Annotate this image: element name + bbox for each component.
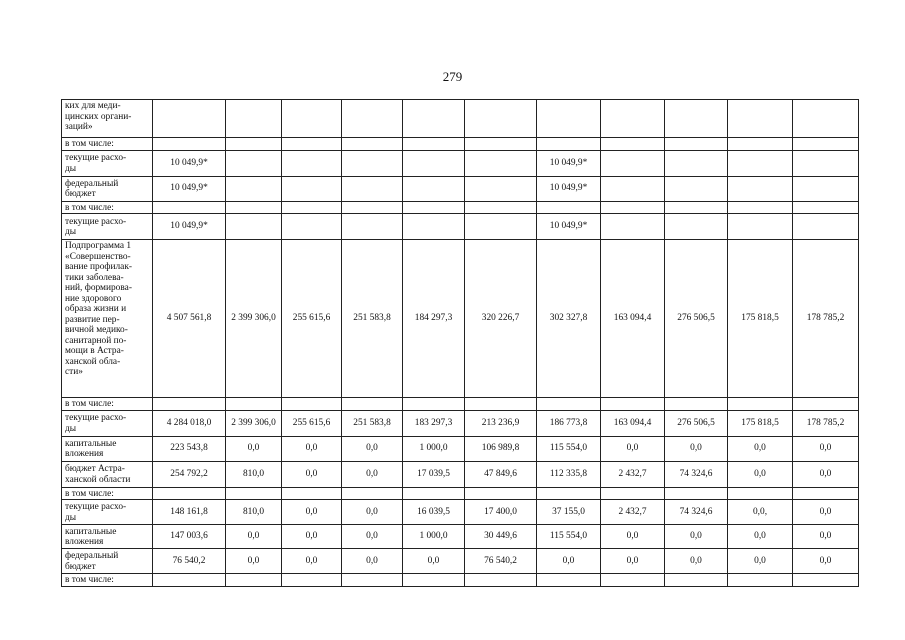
row-label-line: капитальные	[65, 438, 117, 449]
table-cell: 148 161,8	[153, 500, 226, 525]
table-cell: 251 583,8	[342, 410, 403, 436]
table-row	[62, 525, 859, 549]
table-cell	[226, 201, 282, 214]
table-cell: 163 094,4	[601, 240, 665, 398]
table-cell: 0,0	[601, 549, 665, 574]
row-label-line: текущие расхо-	[65, 216, 127, 227]
table-cell: 0,0	[793, 525, 859, 549]
table-cell	[728, 138, 793, 151]
table-body	[62, 100, 859, 587]
table-cell	[465, 138, 537, 151]
table-cell: 10 049,9*	[537, 176, 601, 201]
table-cell: 0,0	[282, 500, 342, 525]
row-label	[62, 549, 153, 574]
table-cell	[342, 100, 403, 138]
table-cell	[465, 487, 537, 500]
table-cell: 276 506,5	[665, 240, 728, 398]
budget-table	[61, 99, 859, 587]
row-label	[62, 240, 153, 398]
row-label	[62, 398, 153, 411]
table-row	[62, 240, 859, 398]
row-label	[62, 201, 153, 214]
row-label-line: ды	[65, 512, 77, 523]
row-label	[62, 500, 153, 525]
table-cell	[282, 150, 342, 176]
table-cell	[465, 150, 537, 176]
row-label-line: ханской обла-	[65, 356, 121, 367]
table-cell: 255 615,6	[282, 240, 342, 398]
table-cell	[601, 201, 665, 214]
table-row	[62, 410, 859, 436]
table-cell	[342, 574, 403, 587]
table-row	[62, 214, 859, 240]
row-label-line: бюджет Астра-	[65, 464, 125, 474]
table-cell: 0,0	[537, 549, 601, 574]
row-label-line: федеральный	[65, 178, 119, 189]
table-cell: 183 297,3	[403, 410, 465, 436]
table-cell: 0,0	[282, 461, 342, 487]
table-cell	[282, 100, 342, 138]
table-cell: 0,0	[403, 549, 465, 574]
row-label-line: в том числе:	[65, 575, 114, 585]
row-label-line: развитие пер-	[65, 314, 120, 325]
table-cell: 106 989,8	[465, 436, 537, 461]
table-cell	[665, 398, 728, 411]
table-cell	[728, 150, 793, 176]
table-row	[62, 201, 859, 214]
table-cell: 76 540,2	[153, 549, 226, 574]
table-cell	[342, 150, 403, 176]
table-cell: 2 432,7	[601, 500, 665, 525]
table-cell	[601, 398, 665, 411]
row-label	[62, 214, 153, 240]
table-cell: 10 049,9*	[537, 150, 601, 176]
row-label-line: ды	[65, 227, 77, 237]
table-cell	[403, 487, 465, 500]
table-cell: 0,0	[342, 525, 403, 549]
table-cell	[665, 201, 728, 214]
table-row	[62, 549, 859, 574]
table-cell	[665, 100, 728, 138]
table-cell	[665, 574, 728, 587]
table-cell: 0,0	[226, 549, 282, 574]
table-cell	[282, 398, 342, 411]
row-label	[62, 410, 153, 436]
table-cell: 10 049,9*	[153, 214, 226, 240]
table-cell	[282, 214, 342, 240]
row-label-line: заций»	[65, 122, 93, 132]
table-cell: 10 049,9*	[153, 150, 226, 176]
table-cell: 17 039,5	[403, 461, 465, 487]
table-cell: 30 449,6	[465, 525, 537, 549]
row-label-line: вложения	[65, 537, 104, 547]
table-cell	[601, 176, 665, 201]
table-cell	[342, 398, 403, 411]
table-cell: 17 400,0	[465, 500, 537, 525]
table-cell	[793, 487, 859, 500]
table-cell: 163 094,4	[601, 410, 665, 436]
table-cell: 0,0	[793, 436, 859, 461]
table-cell	[403, 574, 465, 587]
table-cell	[403, 214, 465, 240]
table-cell	[282, 487, 342, 500]
table-cell: 147 003,6	[153, 525, 226, 549]
table-cell	[601, 150, 665, 176]
row-label-line: цинских органи-	[65, 111, 132, 122]
table-cell	[342, 138, 403, 151]
table-row	[62, 138, 859, 151]
table-cell	[342, 176, 403, 201]
table-cell: 0,0,	[728, 500, 793, 525]
table-row	[62, 100, 859, 138]
table-cell: 254 792,2	[153, 461, 226, 487]
table-cell	[282, 176, 342, 201]
table-cell: 0,0	[793, 549, 859, 574]
table-cell	[793, 176, 859, 201]
row-label-line: федеральный	[65, 551, 119, 561]
table-cell	[282, 138, 342, 151]
table-cell	[793, 150, 859, 176]
table-cell	[601, 574, 665, 587]
table-cell: 186 773,8	[537, 410, 601, 436]
table-cell	[793, 214, 859, 240]
table-cell: 115 554,0	[537, 436, 601, 461]
table-cell: 2 399 306,0	[226, 410, 282, 436]
row-label-line: текущие расхо-	[65, 413, 127, 423]
table-cell: 0,0	[728, 461, 793, 487]
row-label-line: в том числе:	[65, 139, 114, 149]
table-cell	[282, 574, 342, 587]
table-cell: 302 327,8	[537, 240, 601, 398]
table-cell: 0,0	[282, 525, 342, 549]
table-cell	[793, 398, 859, 411]
table-cell: 74 324,6	[665, 461, 728, 487]
table-cell	[226, 398, 282, 411]
row-label-line: мощи в Астра-	[65, 346, 124, 356]
table-cell	[153, 100, 226, 138]
table-cell: 0,0	[342, 549, 403, 574]
table-cell	[665, 176, 728, 201]
row-label	[62, 574, 153, 587]
table-cell: 0,0	[226, 436, 282, 461]
table-cell	[537, 398, 601, 411]
row-label-line: «Совершенство-	[65, 251, 131, 262]
table-cell	[403, 398, 465, 411]
row-label-line: ние здорового	[65, 293, 122, 304]
row-label	[62, 176, 153, 201]
row-label	[62, 150, 153, 176]
table-cell: 4 284 018,0	[153, 410, 226, 436]
table-cell	[153, 398, 226, 411]
table-cell	[728, 176, 793, 201]
table-cell: 175 818,5	[728, 240, 793, 398]
page-number: 279	[442, 69, 463, 84]
table-cell	[226, 487, 282, 500]
table-cell	[403, 100, 465, 138]
table-cell	[342, 214, 403, 240]
row-label	[62, 436, 153, 461]
table-cell: 10 049,9*	[537, 214, 601, 240]
table-cell: 0,0	[665, 525, 728, 549]
table-cell	[226, 100, 282, 138]
row-label-line: ких для меди-	[65, 101, 121, 111]
row-label-line: санитарной по-	[65, 335, 127, 346]
table-cell	[728, 398, 793, 411]
table-cell: 4 507 561,8	[153, 240, 226, 398]
table-cell: 112 335,8	[537, 461, 601, 487]
table-cell	[282, 201, 342, 214]
table-cell	[728, 487, 793, 500]
table-cell: 76 540,2	[465, 549, 537, 574]
table-cell: 0,0	[665, 549, 728, 574]
table-cell	[226, 214, 282, 240]
table-cell	[537, 574, 601, 587]
table-cell	[793, 201, 859, 214]
table-cell: 178 785,2	[793, 410, 859, 436]
table-cell	[601, 214, 665, 240]
row-label-line: ний, формирова-	[65, 283, 132, 293]
table-cell	[403, 176, 465, 201]
table-cell	[465, 100, 537, 138]
table-row	[62, 176, 859, 201]
table-row	[62, 150, 859, 176]
table-cell	[153, 574, 226, 587]
table-cell: 2 432,7	[601, 461, 665, 487]
table-cell	[793, 138, 859, 151]
row-label-line: в том числе:	[65, 399, 114, 409]
row-label-line: в том числе:	[65, 202, 114, 213]
table-cell: 276 506,5	[665, 410, 728, 436]
table-cell: 74 324,6	[665, 500, 728, 525]
table-cell	[665, 150, 728, 176]
table-cell	[601, 487, 665, 500]
table-cell: 37 155,0	[537, 500, 601, 525]
table-cell: 47 849,6	[465, 461, 537, 487]
row-label	[62, 525, 153, 549]
table-cell	[342, 201, 403, 214]
table-cell: 0,0	[342, 436, 403, 461]
row-label-line: вложения	[65, 449, 104, 459]
table-cell	[403, 150, 465, 176]
table-cell	[537, 138, 601, 151]
table-cell	[226, 176, 282, 201]
table-cell: 0,0	[665, 436, 728, 461]
table-row	[62, 487, 859, 500]
table-cell: 0,0	[342, 461, 403, 487]
table-cell	[226, 574, 282, 587]
table-cell	[665, 214, 728, 240]
row-label-line: в том числе:	[65, 488, 114, 499]
row-label	[62, 461, 153, 487]
row-label-line: Подпрограмма 1	[65, 241, 132, 251]
table-cell	[537, 487, 601, 500]
table-cell: 2 399 306,0	[226, 240, 282, 398]
table-cell	[153, 487, 226, 500]
table-cell	[465, 214, 537, 240]
table-cell: 178 785,2	[793, 240, 859, 398]
table-cell: 0,0	[793, 461, 859, 487]
table-cell	[537, 100, 601, 138]
table-cell	[728, 100, 793, 138]
table-cell: 0,0	[728, 549, 793, 574]
table-cell	[465, 201, 537, 214]
table-cell: 115 554,0	[537, 525, 601, 549]
table-cell	[342, 487, 403, 500]
table-cell	[403, 138, 465, 151]
table-row	[62, 574, 859, 587]
table-row	[62, 436, 859, 461]
row-label-line: тики заболева-	[65, 272, 124, 283]
table-cell	[793, 100, 859, 138]
table-row	[62, 461, 859, 487]
table-cell: 16 039,5	[403, 500, 465, 525]
table-cell: 223 543,8	[153, 436, 226, 461]
row-label-line: бюджет	[65, 189, 96, 199]
table-cell: 810,0	[226, 461, 282, 487]
table-row	[62, 500, 859, 525]
row-label-line: вание профилак-	[65, 262, 133, 272]
table-cell: 0,0	[342, 500, 403, 525]
row-label-line: сти»	[65, 367, 83, 377]
table-cell: 10 049,9*	[153, 176, 226, 201]
table-cell: 0,0	[226, 525, 282, 549]
table-cell: 255 615,6	[282, 410, 342, 436]
row-label-line: бюджет	[65, 561, 96, 572]
table-cell	[601, 100, 665, 138]
table-cell	[153, 138, 226, 151]
row-label	[62, 138, 153, 151]
table-cell	[465, 176, 537, 201]
table-cell: 0,0	[728, 525, 793, 549]
table-cell: 0,0	[601, 436, 665, 461]
table-cell: 320 226,7	[465, 240, 537, 398]
row-label-line: капитальные	[65, 526, 117, 537]
table-cell	[226, 138, 282, 151]
table-cell	[403, 201, 465, 214]
row-label-line: ды	[65, 163, 77, 174]
table-cell: 810,0	[226, 500, 282, 525]
row-label-line: ханской области	[65, 474, 131, 485]
table-cell	[226, 150, 282, 176]
table-cell: 184 297,3	[403, 240, 465, 398]
table-cell	[728, 574, 793, 587]
table-cell: 0,0	[601, 525, 665, 549]
table-cell: 251 583,8	[342, 240, 403, 398]
table-row	[62, 398, 859, 411]
table-cell	[537, 201, 601, 214]
table-cell: 0,0	[728, 436, 793, 461]
table-cell: 0,0	[282, 549, 342, 574]
table-cell	[728, 214, 793, 240]
table-cell: 1 000,0	[403, 525, 465, 549]
row-label-line: образа жизни и	[65, 304, 127, 314]
table-cell	[153, 201, 226, 214]
table-cell: 175 818,5	[728, 410, 793, 436]
row-label-line: текущие расхо-	[65, 502, 127, 512]
table-cell	[728, 201, 793, 214]
table-cell	[793, 574, 859, 587]
table-cell: 0,0	[282, 436, 342, 461]
table-cell: 213 236,9	[465, 410, 537, 436]
table-cell	[601, 138, 665, 151]
row-label-line: вичной медико-	[65, 325, 128, 335]
table-cell	[465, 574, 537, 587]
table-cell	[465, 398, 537, 411]
table-cell: 0,0	[793, 500, 859, 525]
table-cell	[665, 138, 728, 151]
row-label-line: текущие расхо-	[65, 153, 127, 163]
row-label	[62, 487, 153, 500]
table-cell	[665, 487, 728, 500]
row-label-line: ды	[65, 423, 77, 434]
row-label	[62, 100, 153, 138]
table-cell: 1 000,0	[403, 436, 465, 461]
